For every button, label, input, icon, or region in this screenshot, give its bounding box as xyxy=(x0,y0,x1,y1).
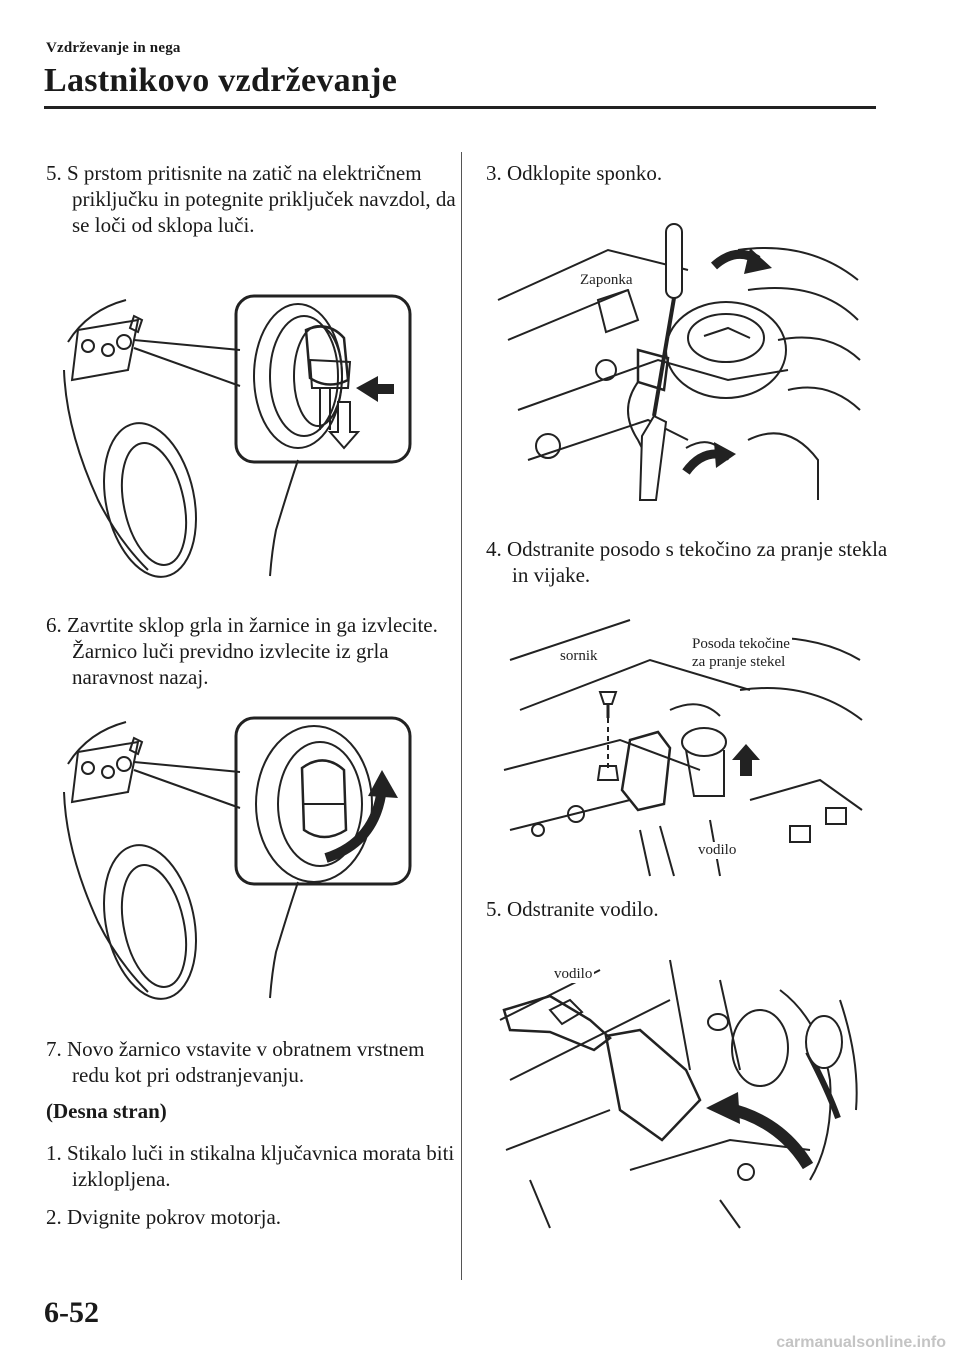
step-3-detach-clip: 3. Odklopite sponko. xyxy=(486,161,663,185)
illustration-washer-reservoir xyxy=(490,600,870,880)
illustration-guide-removal xyxy=(490,940,870,1230)
callout-reservoir-line2: za pranje stekel xyxy=(692,654,786,670)
step-2-raise-hood: 2. Dvignite pokrov motorja. xyxy=(46,1205,282,1229)
step-6-remove-bulb: 6. Zavrtite sklop grla in žarnice in ga izvlecite. Žarnico luči previdno izvlecite iz grla naravnost nazaj. xyxy=(46,613,438,689)
step-5-unplug-connector: 5. S prstom pritisnite na zatič na električnem priključku in potegnite priključek navzdol, da se loči od sklopa luči. xyxy=(46,161,456,237)
step-4-remove-washer-reservoir: 4. Odstranite posodo s tekočino za pranje stekla in vijake. xyxy=(486,537,888,587)
illustration-connector-removal xyxy=(58,290,418,580)
step-1-switches-off: 1. Stikalo luči in stikalna ključavnica morata biti izklopljena. xyxy=(46,1141,455,1191)
watermark: carmanualsonline.info xyxy=(776,1334,946,1351)
title-rule xyxy=(44,106,876,109)
callout-reservoir-line1: Posoda tekočine xyxy=(692,636,790,652)
section-label: Vzdrževanje in nega xyxy=(46,40,181,56)
step-5-remove-guide: 5. Odstranite vodilo. xyxy=(486,897,659,921)
callout-clip: Zaponka xyxy=(580,272,633,288)
callout-guide: vodilo xyxy=(698,842,737,858)
callout-guide-2: vodilo xyxy=(554,966,593,982)
callout-bolt: sornik xyxy=(560,648,598,664)
page-title: Lastnikovo vzdrževanje xyxy=(44,62,398,99)
illustration-bulb-removal xyxy=(58,712,418,1002)
illustration-clip-release xyxy=(488,210,868,510)
column-divider xyxy=(461,152,462,1280)
step-7-install-new-bulb: 7. Novo žarnico vstavite v obratnem vrstnem redu kot pri odstranjevanju. xyxy=(46,1037,425,1087)
page-number: 6-52 xyxy=(44,1296,99,1329)
subheading-right-side: (Desna stran) xyxy=(46,1099,167,1123)
